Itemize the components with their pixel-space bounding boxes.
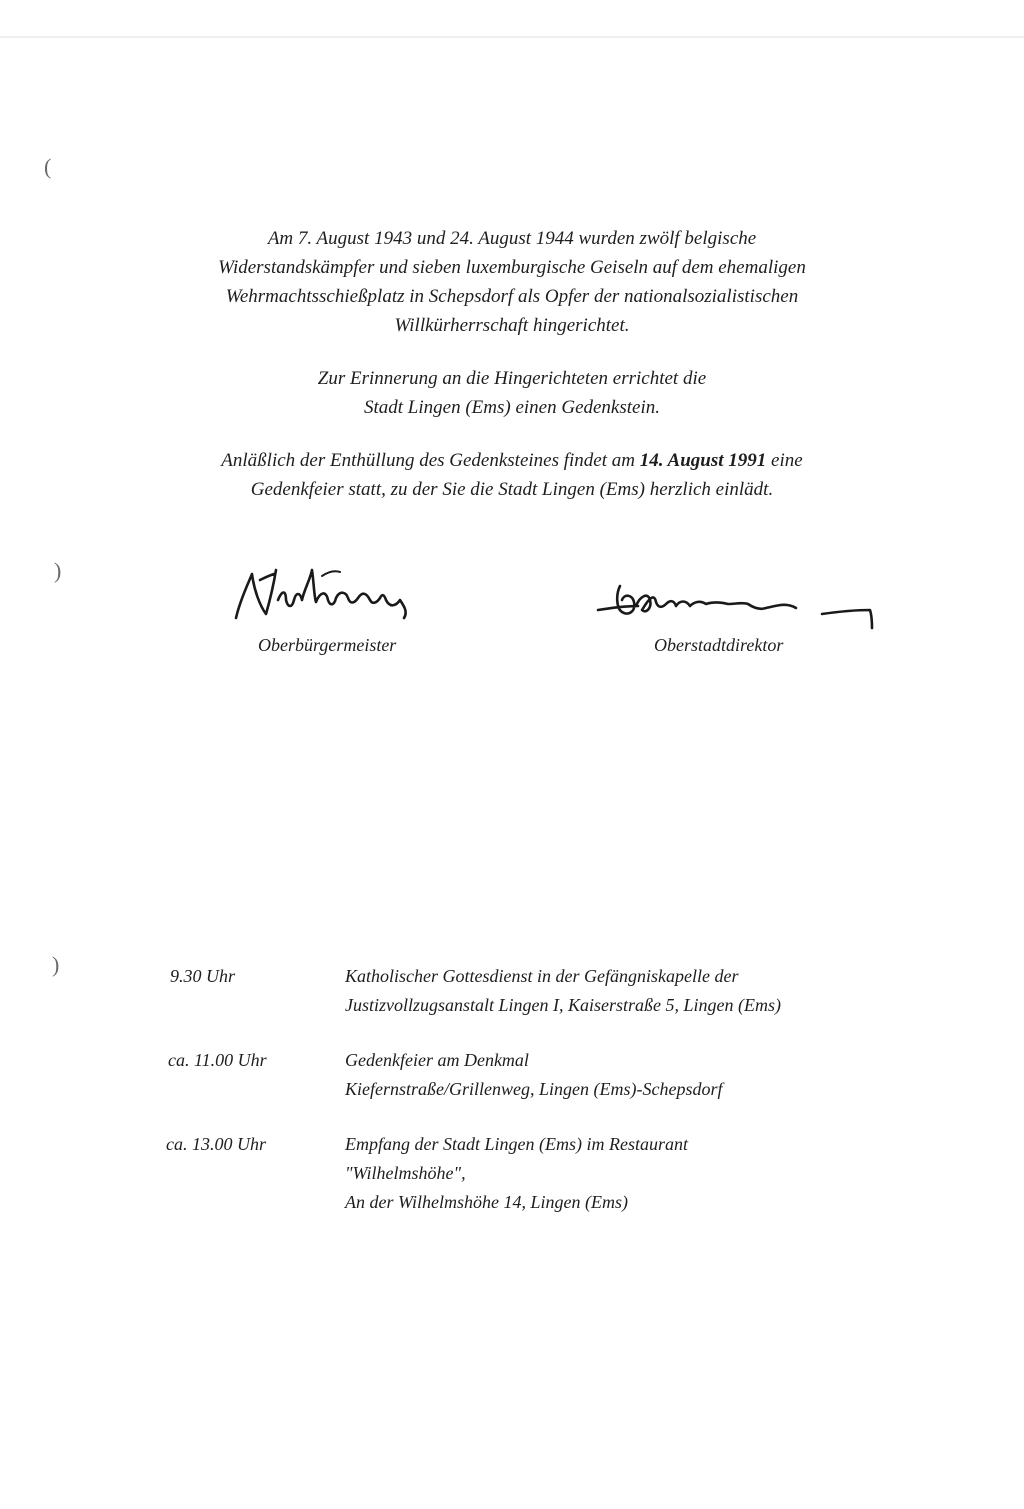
mayor-signature (230, 560, 450, 630)
event-description-line: Katholischer Gottesdienst in der Gefängniskapelle der (345, 966, 739, 986)
punch-hole-mark: ( (44, 154, 52, 179)
event-description-line: Justizvollzugsanstalt Lingen I, Kaiserstraße 5, Lingen (Ems) (345, 995, 781, 1015)
event-description-line: Kiefernstraße/Grillenweg, Lingen (Ems)-Schepsdorf (345, 1079, 723, 1099)
punch-hole-mark: ) (54, 558, 62, 583)
memorial-line: Zur Erinnerung an die Hingerichteten errichtet die (317, 368, 707, 389)
event-time: ca. 11.00 Uhr (168, 1050, 267, 1070)
memorial-paragraph (140, 364, 884, 422)
intro-line: Widerstandskämpfer und sieben luxemburgische Geiseln auf dem ehemaligen (218, 257, 806, 278)
event-description-line: An der Wilhelmshöhe 14, Lingen (Ems) (345, 1192, 628, 1212)
event-description-line: Gedenkfeier am Denkmal (345, 1050, 529, 1070)
event-time: 9.30 Uhr (170, 966, 236, 986)
event-date: 14. August 1991 (639, 450, 767, 471)
invitation-line: Gedenkfeier statt, zu der Sie die Stadt Lingen (Ems) herzlich einlädt. (250, 479, 774, 500)
intro-line: Willkürherrschaft hingerichtet. (394, 315, 630, 336)
director-signature (590, 572, 890, 632)
intro-paragraph (140, 224, 884, 340)
invitation-line-start: Anläßlich der Enthüllung des Gedenksteines findet am (221, 450, 640, 471)
event-description (345, 962, 905, 1020)
intro-line: Wehrmachtsschießplatz in Schepsdorf als Opfer der nationalsozialistischen (225, 286, 799, 307)
event-description-line: "Wilhelmshöhe", (345, 1163, 466, 1183)
punch-hole-mark: ) (52, 952, 60, 977)
memorial-line: Stadt Lingen (Ems) einen Gedenkstein. (363, 397, 660, 418)
invitation-line-end: eine (766, 450, 803, 471)
mayor-title: Oberbürgermeister (258, 635, 397, 655)
director-title: Oberstadtdirektor (654, 635, 784, 655)
event-description (345, 1130, 905, 1217)
invitation-paragraph (140, 446, 884, 504)
event-time: ca. 13.00 Uhr (166, 1134, 266, 1154)
intro-line: Am 7. August 1943 und 24. August 1944 wurden zwölf belgische (267, 228, 757, 249)
event-description (345, 1046, 905, 1104)
scan-edge-line (0, 36, 1024, 38)
event-description-line: Empfang der Stadt Lingen (Ems) im Restaurant (345, 1134, 688, 1154)
